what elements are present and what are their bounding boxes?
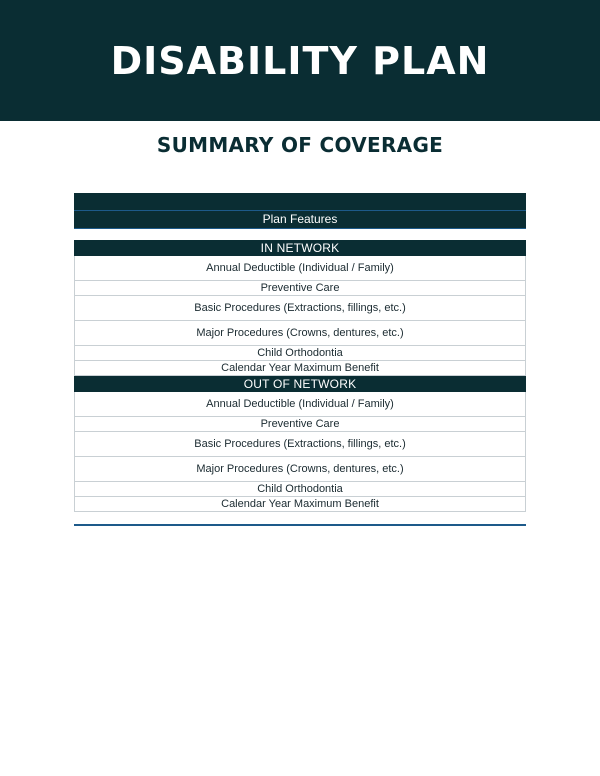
table-row: Child Orthodontia [75, 482, 525, 497]
table-row: Preventive Care [75, 281, 525, 296]
out-of-network-header: OUT OF NETWORK [74, 376, 526, 392]
table-row: Calendar Year Maximum Benefit [75, 497, 525, 512]
document-subtitle: SUMMARY OF COVERAGE [156, 133, 444, 157]
table-top-bar [74, 193, 526, 211]
table-gap [74, 229, 526, 240]
document-title: DISABILITY PLAN [110, 38, 490, 83]
table-row: Major Procedures (Crowns, dentures, etc.) [75, 457, 525, 482]
table-row: Major Procedures (Crowns, dentures, etc.) [75, 321, 525, 346]
table-row: Basic Procedures (Extractions, fillings, etc.) [75, 432, 525, 457]
table-row: Child Orthodontia [75, 346, 525, 361]
table-row: Annual Deductible (Individual / Family) [75, 392, 525, 417]
table-row: Annual Deductible (Individual / Family) [75, 256, 525, 281]
header-banner [0, 0, 600, 121]
bottom-rule [74, 524, 526, 526]
plan-features-header: Plan Features [74, 211, 526, 229]
in-network-rows [74, 256, 526, 376]
coverage-table [74, 193, 526, 512]
table-row: Preventive Care [75, 417, 525, 432]
out-of-network-rows [74, 392, 526, 512]
table-row: Basic Procedures (Extractions, fillings, etc.) [75, 296, 525, 321]
in-network-header: IN NETWORK [74, 240, 526, 256]
table-row: Calendar Year Maximum Benefit [75, 361, 525, 376]
